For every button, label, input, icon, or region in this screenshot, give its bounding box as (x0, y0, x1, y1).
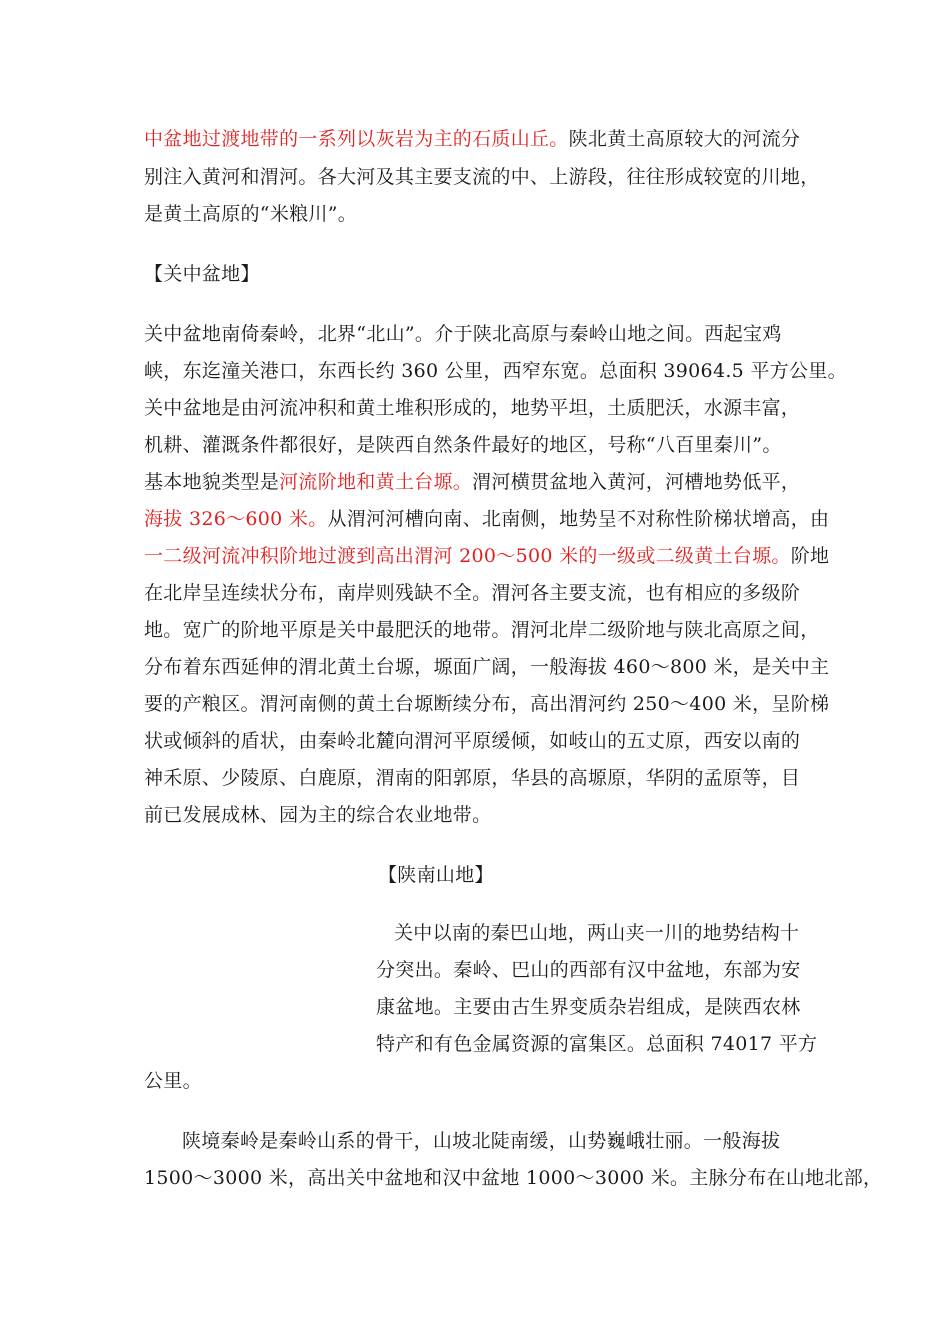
guanzhong-line-9: 地。宽广的阶地平原是关中最肥沃的地带。渭河北岸二级阶地与陕北高原之间， (144, 619, 820, 641)
guanzhong-line-7 (144, 543, 829, 569)
qinling-line-1: 陕境秦岭是秦岭山系的骨干，山坡北陡南缓，山势巍峨壮丽。一般海拔 (182, 1130, 781, 1152)
guanzhong-line-8: 在北岸呈连续状分布，南岸则残缺不全。渭河各主要支流，也有相应的多级阶 (144, 582, 801, 604)
highlight-text: 海拔 326～600 米。 (144, 508, 328, 530)
qinling-line-2: 1500～3000 米，高出关中盆地和汉中盆地 1000～3000 米。主脉分布在山地北部， (144, 1167, 883, 1189)
highlight-text: 河流阶地和黄土台塬。 (279, 471, 473, 493)
body-text: 从渭河河槽向南、北南侧，地势呈不对称性阶梯状增高，由 (327, 508, 830, 530)
highlight-text: 一二级河流冲积阶地过渡到高出渭河 200～500 米的一级或二级黄土台塬。 (144, 545, 791, 567)
guanzhong-line-12: 状或倾斜的盾状，由秦岭北麓向渭河平原缓倾，如岐山的五丈原，西安以南的 (144, 730, 801, 752)
guanzhong-line-13: 神禾原、少陵原、白鹿原，渭南的阳郭原，华县的高塬原，华阴的孟原等，目 (144, 767, 801, 789)
guanzhong-line-1: 关中盆地南倚秦岭，北界“北山”。介于陕北高原与秦岭山地之间。西起宝鸡 (144, 323, 782, 345)
shannan-line-2: 分突出。秦岭、巴山的西部有汉中盆地，东部为安 (376, 959, 801, 981)
section-heading-guanzhong: 【关中盆地】 (144, 263, 260, 285)
shannan-line-1: 关中以南的秦巴山地，两山夹一川的地势结构十 (394, 922, 800, 944)
intro-line-3: 是黄土高原的“米粮川”。 (144, 203, 358, 225)
guanzhong-line-2: 峡，东迄潼关港口，东西长约 360 公里，西窄东宽。总面积 39064.5 平方公里。 (144, 360, 847, 382)
guanzhong-line-3: 关中盆地是由河流冲积和黄土堆积形成的，地势平坦，土质肥沃，水源丰富， (144, 397, 801, 419)
guanzhong-line-11: 要的产粮区。渭河南侧的黄土台塬断续分布，高出渭河约 250～400 米，呈阶梯 (144, 693, 830, 715)
guanzhong-line-10: 分布着东西延伸的渭北黄土台塬，塬面广阔，一般海拔 460～800 米，是关中主 (144, 656, 830, 678)
shannan-line-5: 公里。 (144, 1070, 202, 1092)
body-text: 基本地貌类型是 (144, 471, 280, 493)
shannan-line-4: 特产和有色金属资源的富集区。总面积 74017 平方 (376, 1033, 818, 1055)
guanzhong-line-6 (144, 506, 829, 532)
body-text: 渭河横贯盆地入黄河，河槽地势低平， (472, 471, 801, 493)
body-text: 阶地 (790, 545, 830, 567)
intro-line-2: 别注入黄河和渭河。各大河及其主要支流的中、上游段，往往形成较宽的川地， (144, 166, 820, 188)
shannan-line-3: 康盆地。主要由古生界变质杂岩组成，是陕西农林 (376, 996, 801, 1018)
section-heading-shannan: 【陕南山地】 (378, 864, 494, 886)
guanzhong-line-14: 前已发展成林、园为主的综合农业地带。 (144, 804, 492, 826)
highlight-text: 中盆地过渡地带的一系列以灰岩为主的石质山丘。 (144, 128, 569, 150)
guanzhong-line-5 (144, 469, 800, 495)
guanzhong-line-4: 机耕、灌溉条件都很好，是陕西自然条件最好的地区，号称“八百里秦川”。 (144, 434, 782, 456)
intro-line-1 (144, 126, 800, 152)
body-text: 陕北黄土高原较大的河流分 (568, 128, 801, 150)
